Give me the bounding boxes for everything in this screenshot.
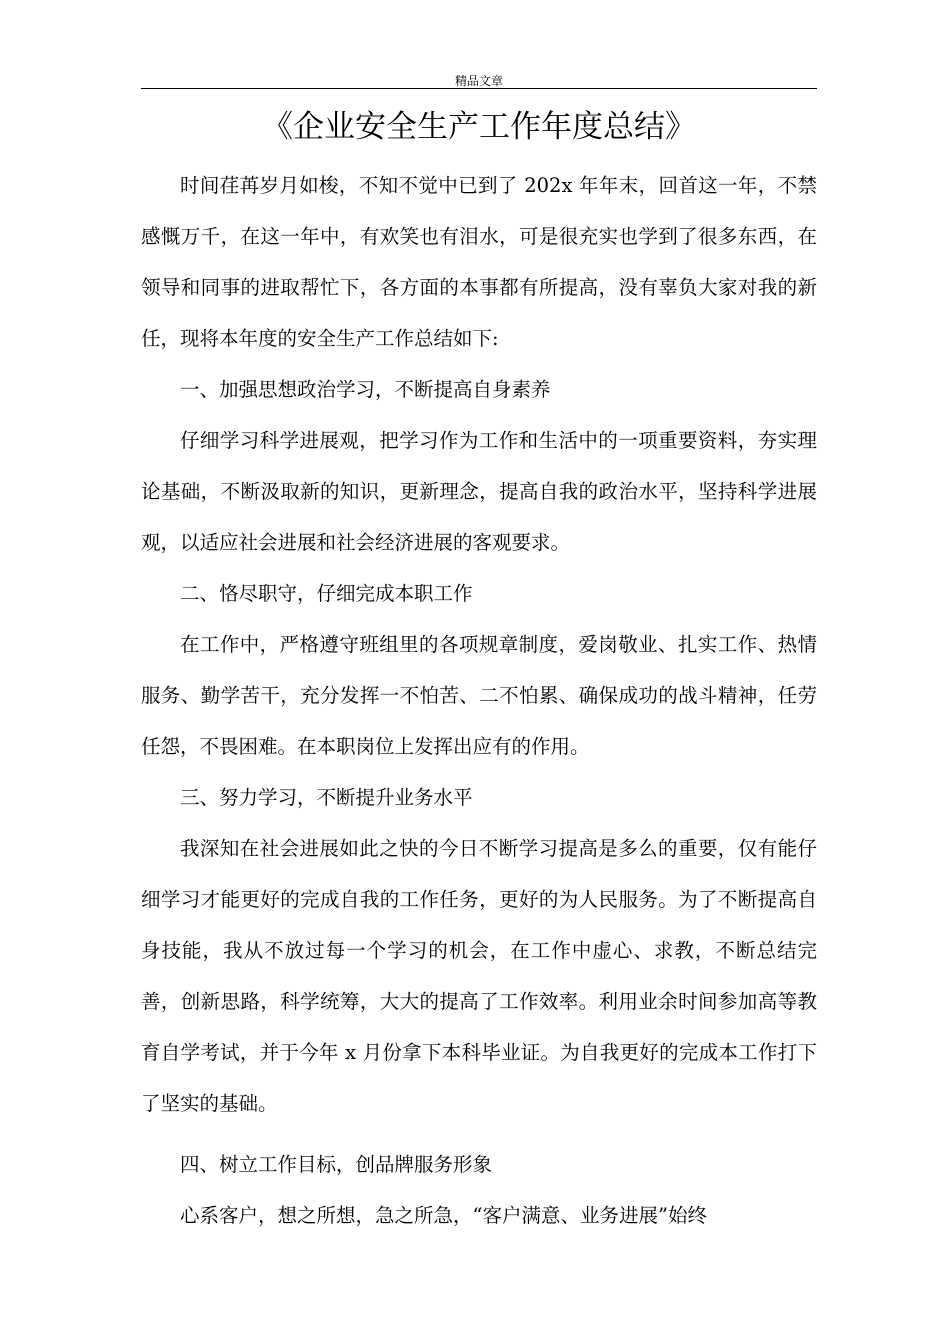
document-title: 《企业安全生产工作年度总结》 (262, 109, 696, 145)
paragraph-section-1: 仔细学习科学进展观，把学习作为工作和生活中的一项重要资料，夯实理论基础，不断汲取新的知识，更新理念，提高自我的政治水平，坚持科学进展观，以适应社会进展和社会经济进展的客观要求。 (141, 429, 817, 554)
paragraph-intro: 时间荏苒岁月如梭，不知不觉中已到了 202x 年年末，回首这一年，不禁感慨万千，在这一年中，有欢笑也有泪水，可是很充实也学到了很多东西，在领导和同事的进取帮忙下，各方面的本事都有所提高，没有辜负大家对我的新任，现将本年度的安全生产工作总结如下: (141, 174, 817, 350)
page-header-label: 精品文章 (454, 74, 503, 88)
section-heading-3: 三、努力学习，不断提升业务水平 (180, 786, 473, 809)
section-heading-4: 四、树立工作目标，创品牌服务形象 (180, 1153, 493, 1176)
paragraph-section-2: 在工作中，严格遵守班组里的各项规章制度，爱岗敬业、扎实工作、热情服务、勤学苦干，充分发挥一不怕苦、二不怕累、确保成功的战斗精神，任劳任怨，不畏困难。在本职岗位上发挥出应有的作用。 (141, 633, 817, 758)
paragraph-section-4: 心系客户，想之所想，急之所急，“客户满意、业务进展”始终 (180, 1204, 707, 1227)
section-heading-2: 二、恪尽职守，仔细完成本职工作 (180, 582, 473, 605)
header-divider (141, 88, 817, 89)
section-heading-1: 一、加强思想政治学习，不断提高自身素养 (180, 378, 551, 401)
document-body (141, 160, 817, 1241)
paragraph-section-3: 我深知在社会进展如此之快的今日不断学习提高是多么的重要，仅有能仔细学习才能更好的完成自我的工作任务，更好的为人民服务。为了不断提高自身技能，我从不放过每一个学习的机会，在工作中虚心、求教，不断总结完善，创新思路，科学统筹，大大的提高了工作效率。利用业余时间参加高等教育自学考试，并于今年 x 月份拿下本科毕业证。为自我更好的完成本工作打下了坚实的基础。 (141, 837, 817, 1115)
